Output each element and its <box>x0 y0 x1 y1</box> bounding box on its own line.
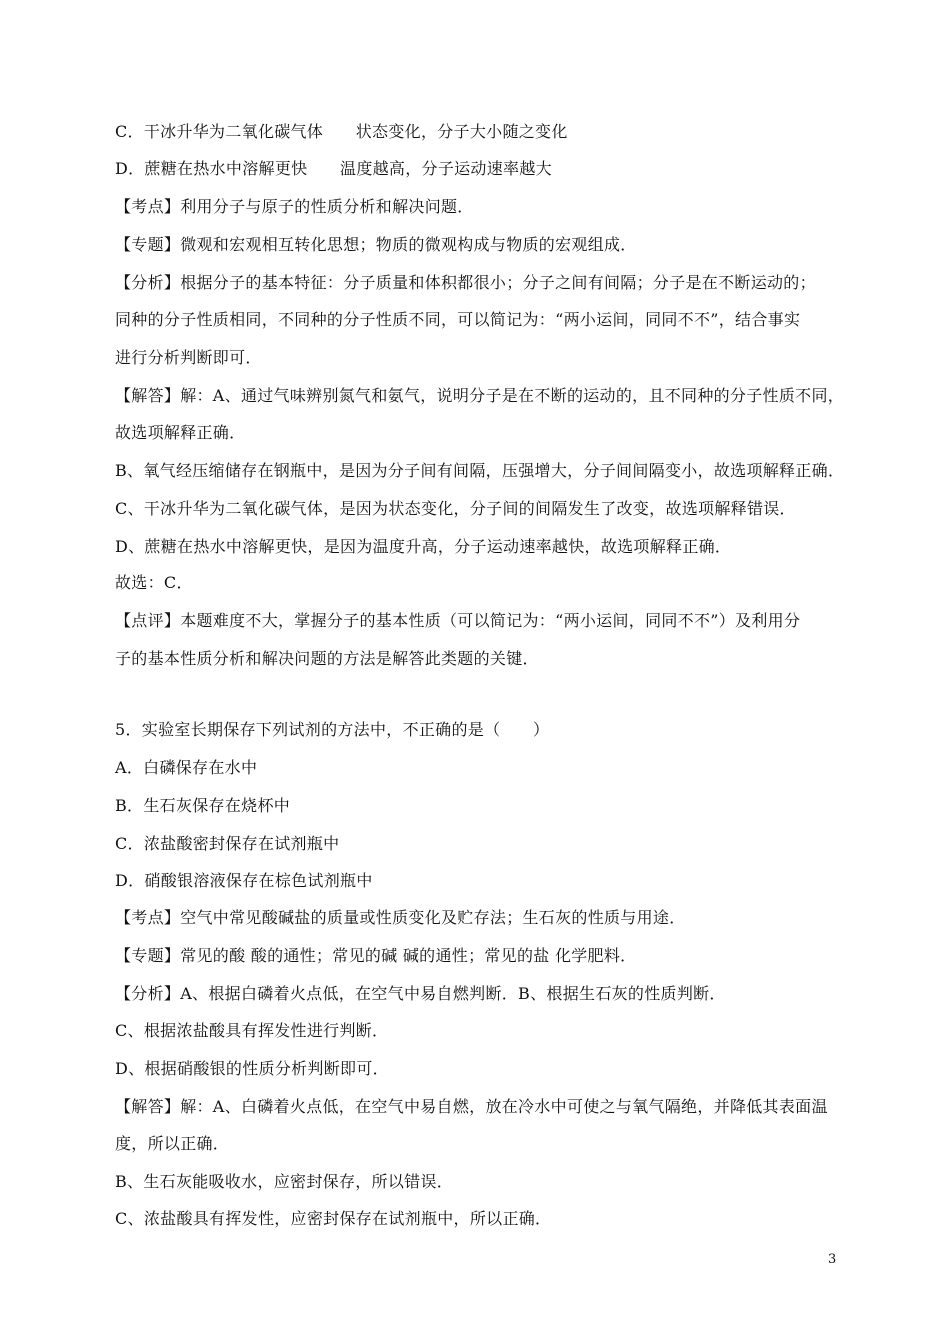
q5-jieda-line: 度，所以正确． <box>115 1134 230 1153</box>
q4-jieda-line: 故选项解释正确． <box>115 423 246 442</box>
q4-jieda-line: B、氧气经压缩储存在钢瓶中，是因为分子间有间隔，压强增大，分子间间隔变小，故选项解释正确． <box>115 461 845 480</box>
q4-dianping-line: 【点评】本题难度不大，掌握分子的基本性质（可以简记为：“两小运间，同同不不”）及利用分 <box>115 611 801 630</box>
q4-jieda-line: 【解答】解：A、通过气味辨别氮气和氨气，说明分子是在不断的运动的，且不同种的分子性质不同， <box>115 386 845 405</box>
q4-fenxi-line: 同种的分子性质相同，不同种的分子性质不同，可以简记为：“两小运间，同同不不”，结合事实 <box>115 310 801 329</box>
q5-option-a: A．白磷保存在水中 <box>115 758 258 777</box>
q4-option-c: C．干冰升华为二氧化碳气体 状态变化，分子大小随之变化 <box>115 122 568 141</box>
q4-fenxi-line: 【分析】根据分子的基本特征：分子质量和体积都很小；分子之间有间隔；分子是在不断运动的； <box>115 273 816 292</box>
q5-jieda-line: B、生石灰能吸收水，应密封保存，所以错误． <box>115 1172 454 1191</box>
q5-option-b: B．生石灰保存在烧杯中 <box>115 796 291 815</box>
q5-fenxi-line: C、根据浓盐酸具有挥发性进行判断． <box>115 1021 389 1040</box>
q5-fenxi-line: 【分析】A、根据白磷着火点低，在空气中易自燃判断．B、根据生石灰的性质判断． <box>115 984 726 1003</box>
q5-option-d: D．硝酸银溶液保存在棕色试剂瓶中 <box>115 871 373 890</box>
q4-fenxi-line: 进行分析判断即可． <box>115 348 262 367</box>
q4-zhuanti: 【专题】微观和宏观相互转化思想；物质的微观构成与物质的宏观组成． <box>115 235 637 254</box>
q5-jieda-line: 【解答】解：A、白磷着火点低，在空气中易自燃，放在冷水中可使之与氧气隔绝，并降低其表面温 <box>115 1097 828 1116</box>
q4-jieda-line: C、干冰升华为二氧化碳气体，是因为状态变化，分子间的间隔发生了改变，故选项解释错误． <box>115 499 796 518</box>
q5-option-c: C．浓盐酸密封保存在试剂瓶中 <box>115 834 340 853</box>
q4-kaodian: 【考点】利用分子与原子的性质分析和解决问题． <box>115 197 474 216</box>
q5-jieda-line: C、浓盐酸具有挥发性，应密封保存在试剂瓶中，所以正确． <box>115 1209 552 1228</box>
q4-option-d: D．蔗糖在热水中溶解更快 温度越高，分子运动速率越大 <box>115 159 552 178</box>
q4-answer: 故选：C． <box>115 573 193 592</box>
q5-stem: 5．实验室长期保存下列试剂的方法中，不正确的是（ ） <box>115 720 550 739</box>
q4-jieda-line: D、蔗糖在热水中溶解更快，是因为温度升高，分子运动速率越快，故选项解释正确． <box>115 537 732 556</box>
q5-kaodian: 【考点】空气中常见酸碱盐的质量或性质变化及贮存法；生石灰的性质与用途． <box>115 908 686 927</box>
q4-dianping-line: 子的基本性质分析和解决问题的方法是解答此类题的关键． <box>115 649 539 668</box>
q5-zhuanti: 【专题】常见的酸 酸的通性；常见的碱 碱的通性；常见的盐 化学肥料． <box>115 946 637 965</box>
q5-fenxi-line: D、根据硝酸银的性质分析判断即可． <box>115 1059 389 1078</box>
page-number: 3 <box>828 1252 837 1267</box>
